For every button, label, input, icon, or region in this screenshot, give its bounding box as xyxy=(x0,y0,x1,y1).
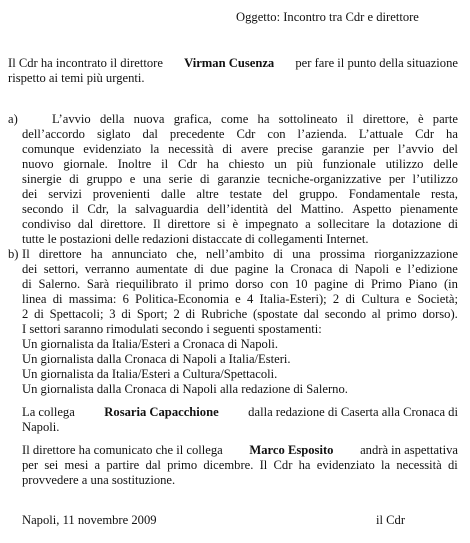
word: di xyxy=(354,277,365,291)
word: ha xyxy=(446,127,458,141)
word: partire xyxy=(106,458,140,472)
word: Rubriche xyxy=(201,307,248,321)
word: chiesto xyxy=(228,157,265,171)
word: delle xyxy=(433,157,458,171)
word: la xyxy=(381,458,391,472)
word: (in xyxy=(443,277,458,291)
word: e xyxy=(129,172,136,186)
word: salvaguardia xyxy=(135,202,199,216)
word: provenienti xyxy=(92,187,151,201)
intro-line-1: Il Cdr ha incontrato il direttore Virman Cusenza per fare il punto della situazione xyxy=(8,56,458,70)
word: primo xyxy=(386,307,417,321)
word: di xyxy=(194,262,204,276)
word: necessità xyxy=(168,142,214,156)
word: dicembre. xyxy=(203,458,254,472)
word: ha xyxy=(298,458,311,472)
transfer-item: Un giornalista dalla Cronaca di Napoli a Italia/Esteri. xyxy=(22,352,291,366)
esposito-line-3: provvedere a una sostituzione. xyxy=(22,473,176,487)
word: massima: xyxy=(68,292,117,306)
word: Politica-Economia xyxy=(135,292,229,306)
word: Cultura xyxy=(361,292,400,306)
word: a xyxy=(94,458,101,472)
word: Sarà xyxy=(86,277,110,291)
word: è xyxy=(232,217,239,231)
word: Cdr xyxy=(178,157,197,171)
intro-line-2: rispetto ai temi più urgenti. xyxy=(8,71,145,85)
word: il xyxy=(346,112,354,126)
section-b-line xyxy=(22,277,458,292)
section-a-line xyxy=(22,157,458,172)
word: di xyxy=(69,172,79,186)
word: Primo xyxy=(371,277,402,291)
director-name: Virman Cusenza xyxy=(184,56,275,70)
word: L’avvio xyxy=(52,112,91,126)
word: direttore xyxy=(167,217,211,231)
word: siglato xyxy=(96,127,131,141)
word: precedente xyxy=(169,127,225,141)
word: della xyxy=(99,112,125,126)
section-b-line xyxy=(22,307,458,322)
word: serie xyxy=(168,172,193,186)
word: il xyxy=(161,157,169,171)
word: di xyxy=(273,247,284,261)
word: Cronaca xyxy=(290,262,333,276)
word: a xyxy=(305,217,311,231)
word: Inoltre xyxy=(117,157,152,171)
word: la xyxy=(150,142,160,156)
word: condiviso xyxy=(22,217,71,231)
word: mesi xyxy=(64,458,89,472)
word: 4 xyxy=(246,292,254,306)
word: al xyxy=(371,307,381,321)
word: direttore. xyxy=(100,217,147,231)
word: sei xyxy=(44,458,59,472)
word: Cdr xyxy=(273,458,293,472)
word: e xyxy=(405,292,412,306)
word: Cdr xyxy=(415,127,435,141)
word: gruppo. xyxy=(298,187,338,201)
word: per xyxy=(388,172,405,186)
word: il xyxy=(71,202,79,216)
word: di xyxy=(448,217,458,231)
word: resta, xyxy=(430,187,458,201)
section-b-line xyxy=(22,292,458,307)
word: linea xyxy=(22,292,47,306)
word: nuovo xyxy=(22,157,54,171)
word: direttore xyxy=(38,247,82,261)
word: Il xyxy=(22,247,30,261)
section-b-line xyxy=(22,247,458,262)
word: ha xyxy=(206,157,219,171)
word: Salerno. xyxy=(38,277,81,291)
word: che, xyxy=(176,247,197,261)
word: la xyxy=(376,217,386,231)
colleague-name: Marco Esposito xyxy=(249,443,334,457)
word: del xyxy=(442,142,458,156)
word: con xyxy=(270,277,289,291)
word: 2 xyxy=(173,307,180,321)
word: dal xyxy=(142,127,158,141)
word: Napoli xyxy=(354,262,390,276)
word: di xyxy=(338,262,349,276)
word: pagine xyxy=(234,262,269,276)
word: 2 xyxy=(332,292,340,306)
word: evidenziato xyxy=(83,142,142,156)
word: precise xyxy=(277,142,313,156)
section-a-line xyxy=(22,172,458,187)
section-b-line: I settori saranno rimodulati secondo i seguenti spostamenti: xyxy=(22,322,322,336)
word: di xyxy=(34,307,44,321)
word: Sport; xyxy=(136,307,168,321)
subject-line: Oggetto: Incontro tra Cdr e direttore xyxy=(236,10,419,24)
word: di xyxy=(185,307,196,321)
word: una xyxy=(142,172,162,186)
word: di xyxy=(52,292,63,306)
word: secondo xyxy=(324,307,366,321)
word: garanzie xyxy=(321,142,365,156)
word: altre xyxy=(196,187,219,201)
word: L’attuale xyxy=(358,127,404,141)
word: garanzie xyxy=(217,172,260,186)
word: grafica, xyxy=(173,112,212,126)
word: primo xyxy=(198,277,229,291)
signature: il Cdr xyxy=(376,513,406,527)
esposito-line-1: Il direttore ha comunicato che il collega Marco Esposito andrà in aspettativa xyxy=(22,443,458,457)
word: si xyxy=(217,217,226,231)
word: prossima xyxy=(319,247,366,261)
word: di xyxy=(22,277,32,291)
word: riorganizzazione xyxy=(374,247,458,261)
section-a-line xyxy=(22,217,458,232)
word: parte xyxy=(432,112,458,126)
word: necessità xyxy=(396,458,442,472)
word: per xyxy=(22,458,39,472)
colleague-name: Rosaria Capacchione xyxy=(104,405,219,419)
word: e xyxy=(235,292,241,306)
word: dalle xyxy=(161,187,186,201)
word: 10 xyxy=(294,277,308,291)
word: un xyxy=(274,157,287,171)
word: verranno xyxy=(84,262,130,276)
word: 2 xyxy=(22,307,29,321)
word: e xyxy=(395,262,402,276)
word: nell’ambito xyxy=(206,247,265,261)
transfer-item: Un giornalista da Italia/Esteri a Cronaca di Napoli. xyxy=(22,337,278,351)
word: l’azienda. xyxy=(297,127,347,141)
word: 6 xyxy=(122,292,129,306)
section-b-line xyxy=(22,262,458,277)
word: di xyxy=(199,172,210,186)
word: come xyxy=(221,112,249,126)
word: comunque xyxy=(22,142,75,156)
word: impegnato xyxy=(245,217,299,231)
word: di xyxy=(345,292,356,306)
place-and-date: Napoli, 11 novembre 2009 xyxy=(22,513,157,527)
word: Il xyxy=(259,458,268,472)
word: l’edizione xyxy=(407,262,458,276)
word: più xyxy=(296,157,313,171)
word: sottolineato xyxy=(278,112,338,126)
word: è xyxy=(417,112,424,126)
word: due xyxy=(210,262,229,276)
section-a-line: tutte le postazioni delle redazioni distaccate di collegamenti Internet. xyxy=(22,232,369,246)
word: avere xyxy=(241,142,269,156)
word: servizi xyxy=(48,187,82,201)
word: di xyxy=(222,142,233,156)
word: del xyxy=(272,187,289,201)
section-a-line xyxy=(22,202,458,217)
word: Piano xyxy=(408,277,438,291)
section-b-marker: b) xyxy=(8,247,19,261)
word: testate xyxy=(229,187,262,201)
word: annunciato xyxy=(111,247,168,261)
word: Il xyxy=(152,217,161,231)
transfer-item: Un giornalista dalla Cronaca di Napoli alla redazione di Salerno. xyxy=(22,382,348,396)
word: funzionale xyxy=(322,157,376,171)
word: l’avvio xyxy=(398,142,434,156)
word: tecniche-organizzative xyxy=(267,172,382,186)
word: pienamente xyxy=(399,202,458,216)
word: ha xyxy=(257,112,270,126)
word: settori, xyxy=(43,262,79,276)
word: nuova xyxy=(133,112,165,126)
word: dell’identità xyxy=(207,202,269,216)
section-a-line xyxy=(52,112,458,127)
word: dal xyxy=(303,307,319,321)
word: sollecitare xyxy=(317,217,370,231)
word: dorso). xyxy=(422,307,458,321)
word: ha xyxy=(90,247,103,261)
section-a-line xyxy=(22,142,458,157)
word: secondo xyxy=(22,202,64,216)
word: con xyxy=(267,127,286,141)
word: Cdr xyxy=(236,127,256,141)
word: (spostate xyxy=(253,307,298,321)
word: di xyxy=(121,307,132,321)
word: dotazione xyxy=(392,217,442,231)
word: dei xyxy=(22,187,38,201)
word: la xyxy=(274,262,284,276)
rosaria-line-1: La collega Rosaria Capacchione dalla redazione di Caserta alla Cronaca di xyxy=(22,405,458,419)
word: sinergie xyxy=(22,172,62,186)
word: Spettacoli; xyxy=(49,307,104,321)
word: dal xyxy=(145,458,161,472)
rosaria-line-2: Napoli. xyxy=(22,420,60,434)
transfer-item: Un giornalista da Italia/Esteri a Cultura/Spettacoli. xyxy=(22,367,278,381)
word: del xyxy=(276,202,293,216)
word: Società; xyxy=(417,292,458,306)
word: Italia-Esteri); xyxy=(259,292,327,306)
word: pagine xyxy=(314,277,348,291)
word: Cdr, xyxy=(87,202,109,216)
section-a-line xyxy=(22,127,458,142)
word: il xyxy=(184,277,192,291)
word: 3 xyxy=(109,307,116,321)
word: Aspetto xyxy=(352,202,392,216)
section-a-marker: a) xyxy=(8,112,18,126)
section-a-line xyxy=(22,187,458,202)
esposito-line-2 xyxy=(22,458,458,473)
word: una xyxy=(292,247,311,261)
word: riequilibrato xyxy=(115,277,179,291)
word: giornale. xyxy=(63,157,108,171)
word: gruppo xyxy=(86,172,123,186)
word: primo xyxy=(167,458,198,472)
word: aumentate xyxy=(135,262,188,276)
word: la xyxy=(117,202,127,216)
word: dal xyxy=(77,217,94,231)
word: Fondamentale xyxy=(348,187,421,201)
word: direttore, xyxy=(362,112,409,126)
word: l’utilizzo xyxy=(412,172,458,186)
word: di xyxy=(448,458,458,472)
word: dei xyxy=(22,262,38,276)
word: per xyxy=(373,142,390,156)
word: dell’accordo xyxy=(22,127,85,141)
word: Mattino. xyxy=(300,202,344,216)
word: utilizzo xyxy=(385,157,424,171)
word: dorso xyxy=(235,277,264,291)
word: evidenziato xyxy=(316,458,375,472)
